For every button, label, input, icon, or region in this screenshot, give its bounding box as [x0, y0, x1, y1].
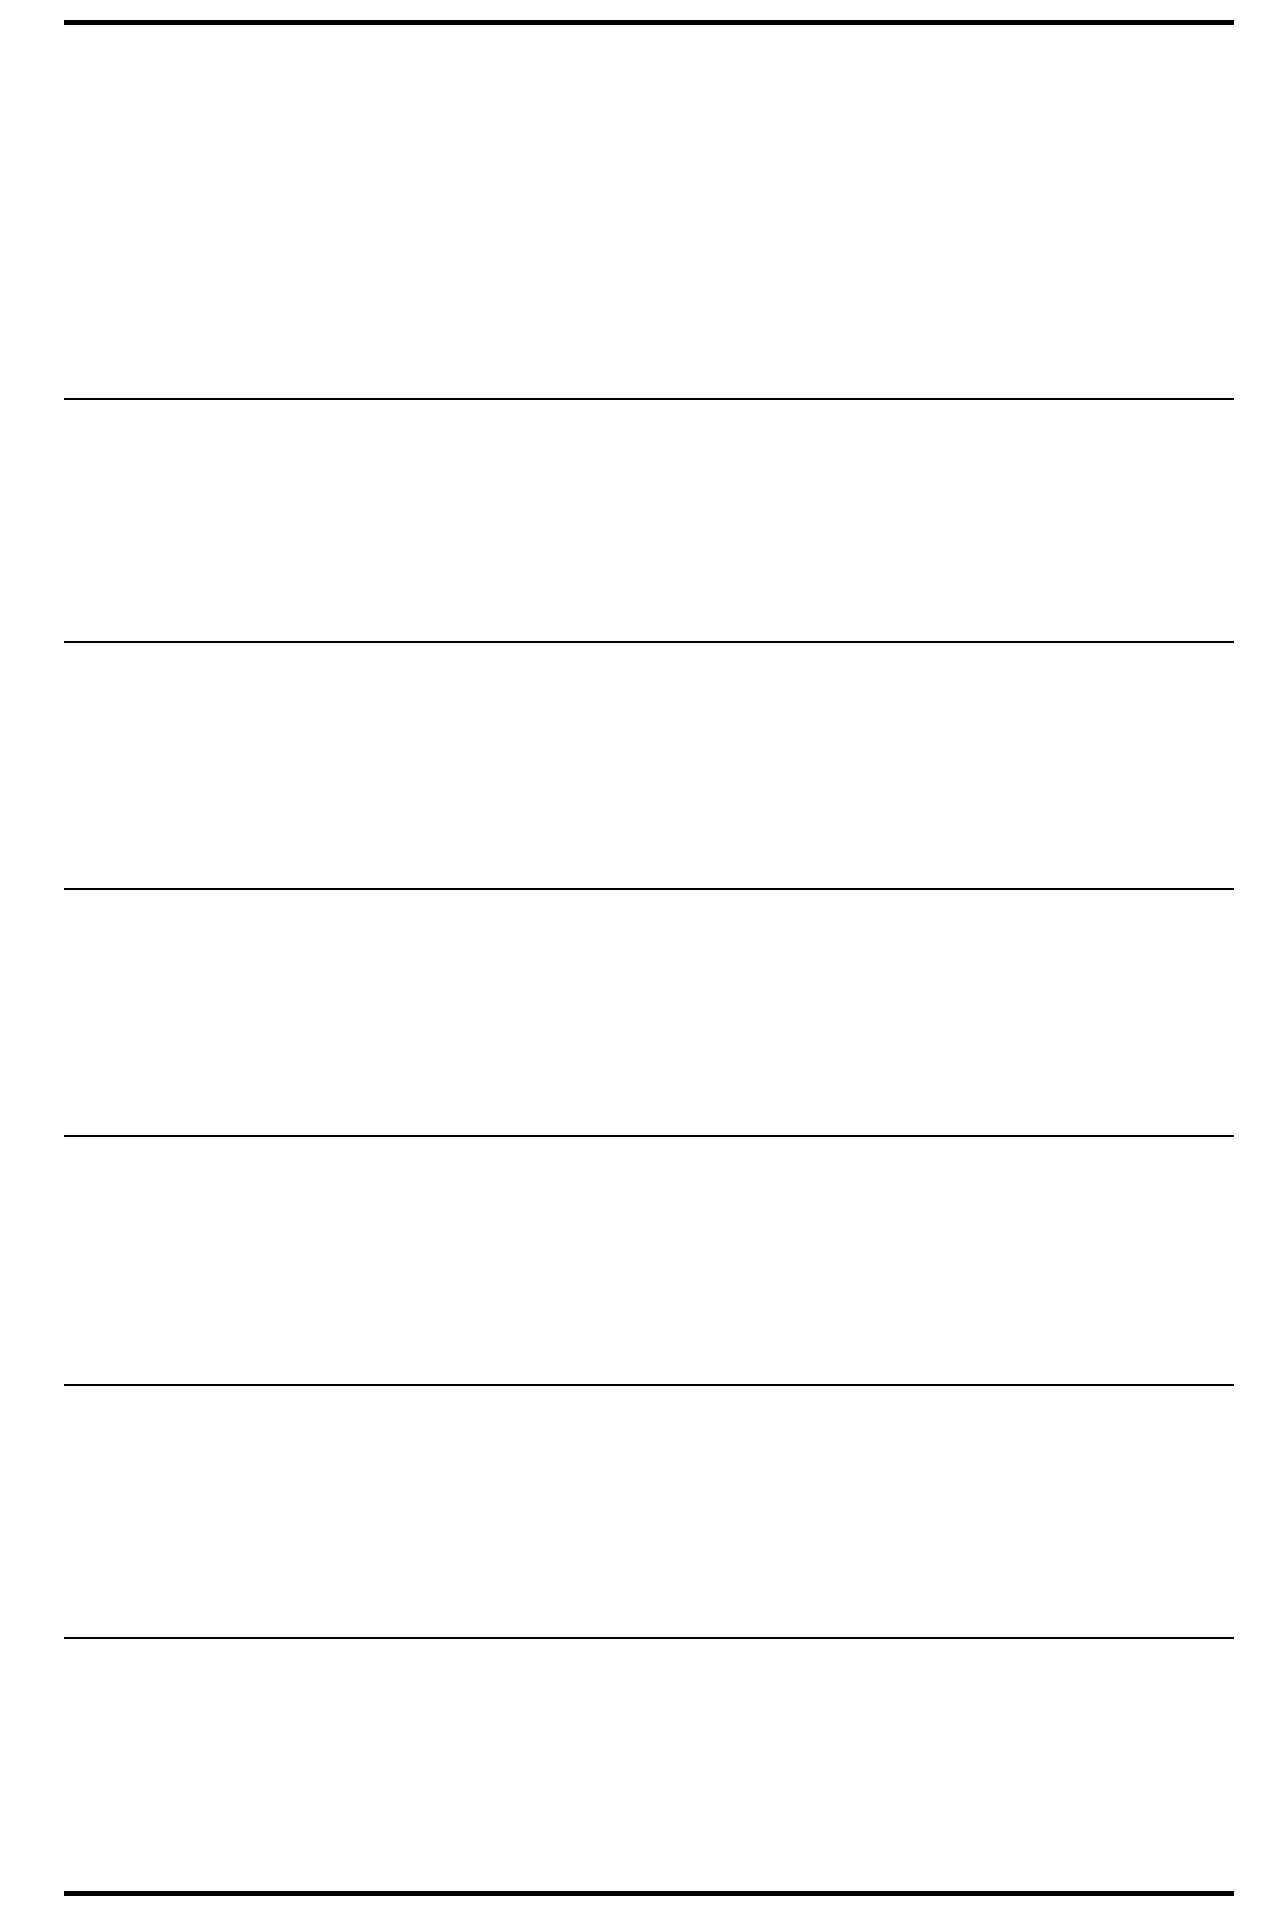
row-divider-1 — [64, 398, 1234, 400]
row-divider-4 — [64, 1135, 1234, 1137]
cell-empty-3 — [80, 1394, 1230, 1630]
cell-proposal-liao — [80, 408, 1230, 638]
cell-explanation — [80, 30, 1230, 392]
row-divider-2 — [64, 641, 1234, 643]
bottom-border — [64, 1891, 1234, 1896]
cell-empty-1 — [80, 650, 1230, 880]
row-divider-3 — [64, 888, 1234, 890]
cell-empty-2 — [80, 897, 1230, 1127]
cell-proposal-wang — [80, 1145, 1230, 1377]
row-divider-5 — [64, 1384, 1234, 1386]
top-border — [64, 20, 1234, 25]
cell-empty-4 — [80, 1647, 1230, 1883]
row-divider-6 — [64, 1637, 1234, 1639]
